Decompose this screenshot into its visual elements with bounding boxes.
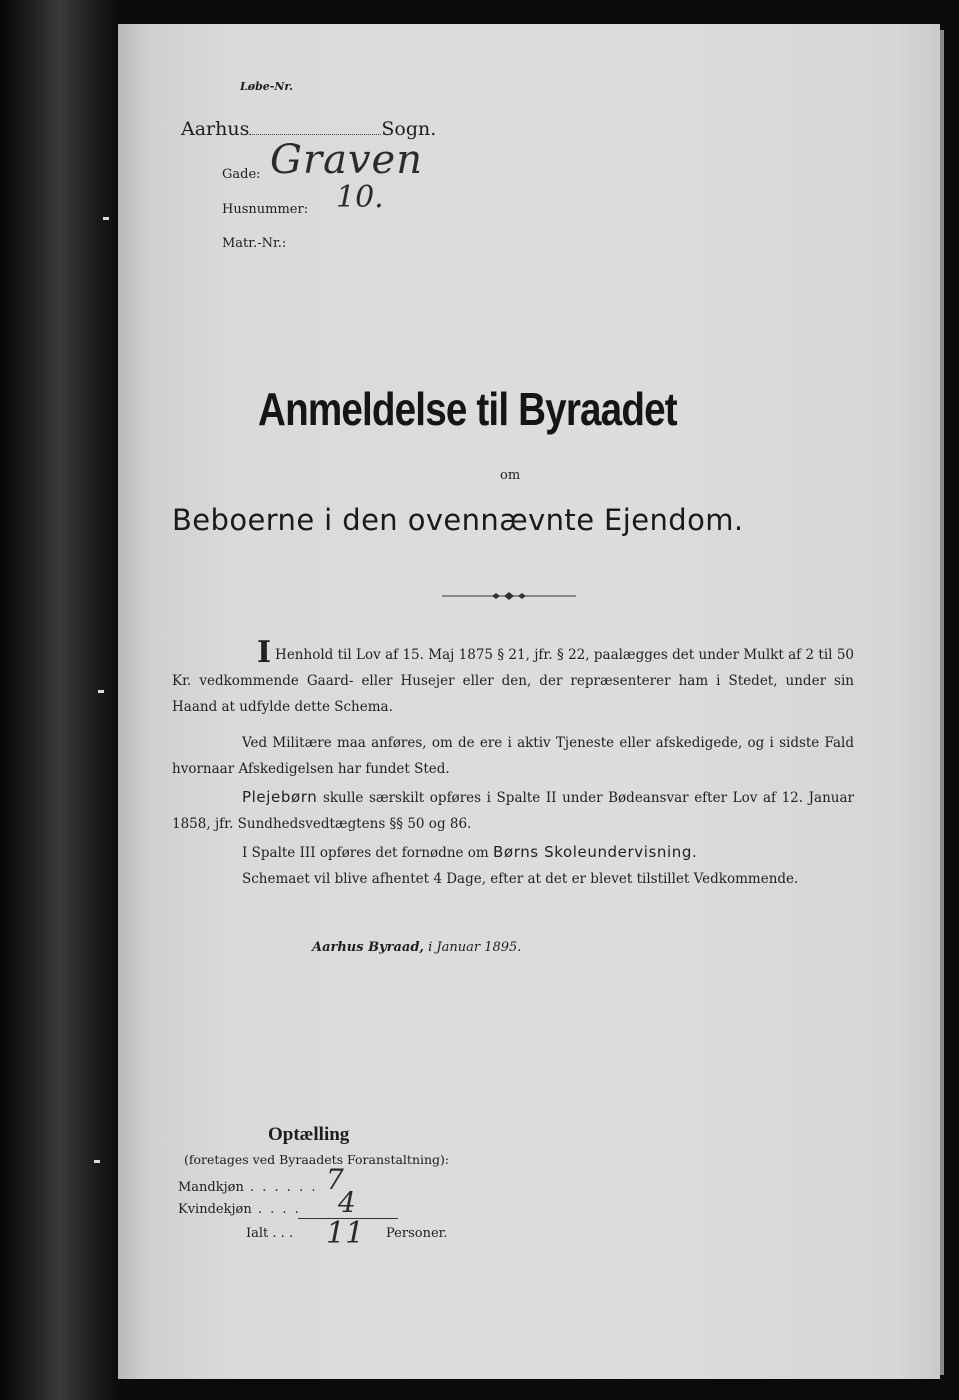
husnummer-value: 10. — [336, 180, 384, 215]
lobe-nr-label: Løbe-Nr. — [240, 80, 293, 93]
drop-initial: I — [257, 635, 272, 670]
paragraph-3-text: skulle særskilt opføres i Spalte II under Bødeansvar efter Lov af 12. Januar 1858, jfr. Sundhedsvedtægtens §§ 50 og 86. — [172, 790, 854, 832]
ialt-row: Ialt . . . — [246, 1226, 294, 1241]
matr-label: Matr.-Nr.: — [222, 236, 287, 251]
signature-date: i Januar 1895. — [428, 940, 522, 955]
title-connector: om — [500, 468, 521, 483]
kvindekjon-label: Kvindekjøn — [178, 1202, 252, 1217]
skole-emphasis: Børns Skoleundervisning. — [493, 843, 698, 861]
paragraph-1-text: Henhold til Lov af 15. Maj 1875 § 21, jfr. § 22, paalægges det under Mulkt af 2 til 50 Kr. vedkommende Gaard- eller Husejer eller den, der repræsenterer ham i Stedet, under sin Haand at udfylde dette Schema. — [172, 647, 854, 715]
gade-label: Gade: — [222, 167, 261, 182]
paragraph-2 — [172, 730, 854, 782]
gade-value: Graven — [270, 137, 423, 183]
paragraph-5-text: Schemaet vil blive afhentet 4 Dage, efter at det er blevet tilstillet Vedkommende. — [242, 871, 799, 887]
plejeborn-emphasis: Plejebørn — [242, 788, 318, 806]
kvindekjon-value: 4 — [338, 1186, 356, 1219]
parish-suffix: Sogn. — [381, 118, 437, 140]
mandkjon-row: Mandkjøn . . . . . . — [178, 1180, 318, 1195]
kvindekjon-row: Kvindekjøn . . . . — [178, 1202, 301, 1217]
margin-mark — [94, 1160, 100, 1163]
count-heading: Optælling — [268, 1124, 350, 1145]
facing-page-edge — [0, 0, 118, 1400]
husnummer-label: Husnummer: — [222, 202, 309, 217]
signature-line — [312, 940, 521, 955]
margin-mark — [103, 217, 109, 220]
signature-org: Aarhus Byraad, — [312, 940, 424, 955]
mandkjon-value: 7 — [326, 1163, 344, 1196]
page-subtitle: Beboerne i den ovennævnte Ejendom. — [172, 503, 744, 537]
page-title: Anmeldelse til Byraadet — [258, 383, 677, 435]
ialt-label: Ialt — [246, 1226, 269, 1241]
page-edge — [940, 30, 944, 1375]
paragraph-3 — [172, 784, 854, 837]
ialt-value: 11 — [326, 1216, 365, 1251]
count-note: (foretages ved Byraadets Foranstaltning): — [184, 1152, 450, 1167]
ornament-divider — [440, 588, 580, 604]
margin-mark — [98, 690, 104, 693]
parish-prefix: Aarhus — [181, 118, 250, 140]
paragraph-4 — [172, 839, 854, 866]
paragraph-2-text: Ved Militære maa anføres, om de ere i aktiv Tjeneste eller afskedigede, og i sidste Fald hvornaar Afskedigelsen har fundet Sted. — [172, 735, 854, 777]
paragraph-4-text: I Spalte III opføres det fornødne om — [242, 845, 489, 861]
mandkjon-label: Mandkjøn — [178, 1180, 244, 1195]
parish-blank — [249, 134, 381, 135]
personer-label: Personer. — [386, 1226, 448, 1241]
paragraph-5 — [172, 866, 854, 892]
paragraph-1 — [172, 635, 854, 720]
